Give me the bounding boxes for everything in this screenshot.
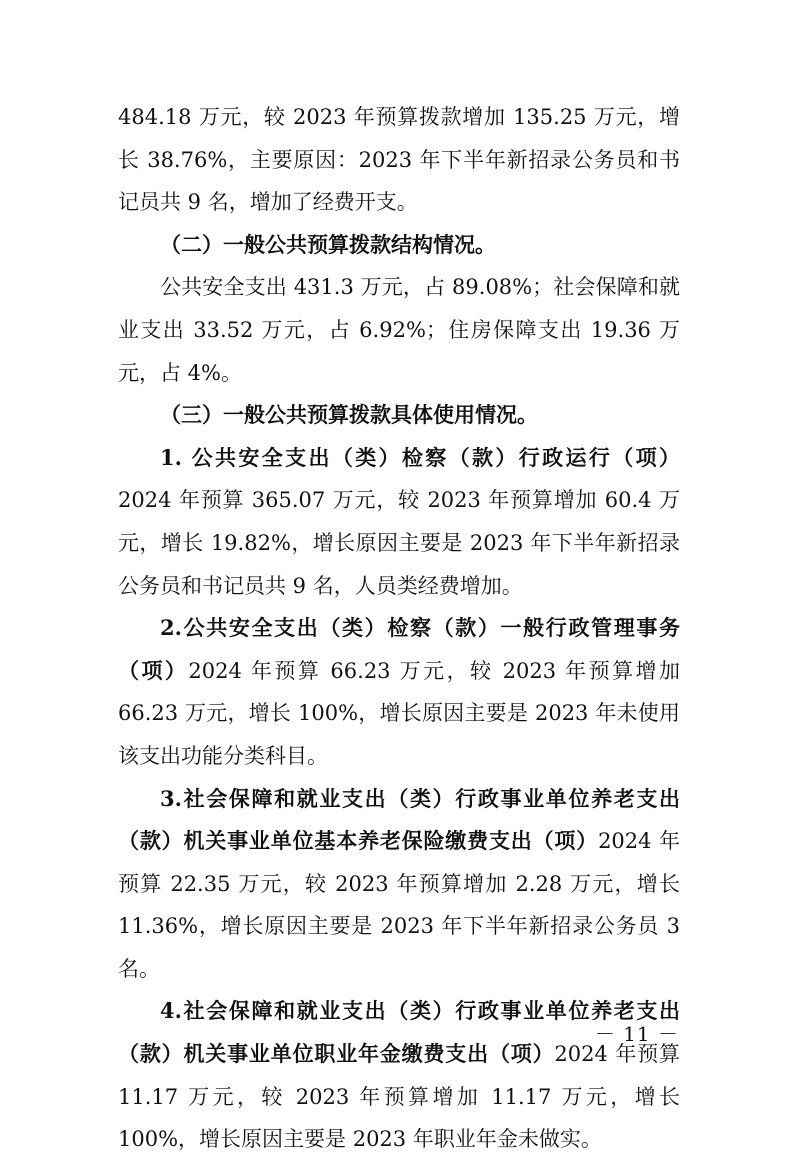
body-text <box>118 96 680 1161</box>
paragraph-heading: （三）一般公共预算拨款具体使用情况。 <box>160 402 538 428</box>
paragraph-heading: 3.社会保障和就业支出（类）行政事业单位养老支出（款）机关事业单位基本养老保险缴费支出（项） <box>118 785 680 854</box>
paragraph-text: 2024 年预算 22.35 万元，较 2023 年预算增加 2.28 万元，增长 11.36%，增长原因主要是 2023 年下半年新招录公务员 3 名。 <box>118 829 681 981</box>
paragraph-heading: （二）一般公共预算拨款结构情况。 <box>160 231 496 257</box>
paragraph-item-2 <box>118 607 680 777</box>
paragraph-budget-increase <box>118 96 680 224</box>
paragraph-item-3 <box>118 778 680 991</box>
page-number: － 11 － <box>594 1022 679 1046</box>
paragraph-text: 公共安全支出 431.3 万元，占 89.08%；社会保障和就业支出 33.52 万元，占 6.92%；住房保障支出 19.36 万元，占 4%。 <box>118 275 680 385</box>
paragraph-text: 484.18 万元，较 2023 年预算拨款增加 135.25 万元，增长 38.76%，主要原因：2023 年下半年新招录公务员和书记员共 9 名，增加了经费开支。 <box>118 105 680 215</box>
paragraph-heading: 1. 公共安全支出（类）检察（款）行政运行（项） <box>160 444 680 470</box>
paragraph-structure <box>118 266 680 394</box>
paragraph-heading: 2.公共安全支出（类）检察（款）一般行政管理事务（项） <box>118 615 680 683</box>
paragraph-text: 2024 年预算 365.07 万元，较 2023 年预算增加 60.4 万元，增长 19.82%，增长原因主要是 2023 年下半年新招录公务员和书记员共 9 名，人员类经费增加。 <box>118 488 680 598</box>
paragraph-item-1 <box>118 437 680 607</box>
section-heading-structure <box>118 224 680 267</box>
paragraph-text: 2024 年预算 66.23 万元，较 2023 年预算增加 66.23 万元，增长 100%，增长原因主要是 2023 年未使用该支出功能分类科目。 <box>118 658 680 768</box>
paragraph-item-4 <box>118 990 680 1160</box>
section-heading-usage <box>118 394 680 437</box>
paragraph-text: 2024 年预算 11.17 万元，较 2023 年预算增加 11.17 万元，增长 100%，增长原因主要是 2023 年职业年金未做实。 <box>118 1042 681 1152</box>
paragraph-heading: 4.社会保障和就业支出（类）行政事业单位养老支出（款）机关事业单位职业年金缴费支出（项） <box>118 998 680 1067</box>
